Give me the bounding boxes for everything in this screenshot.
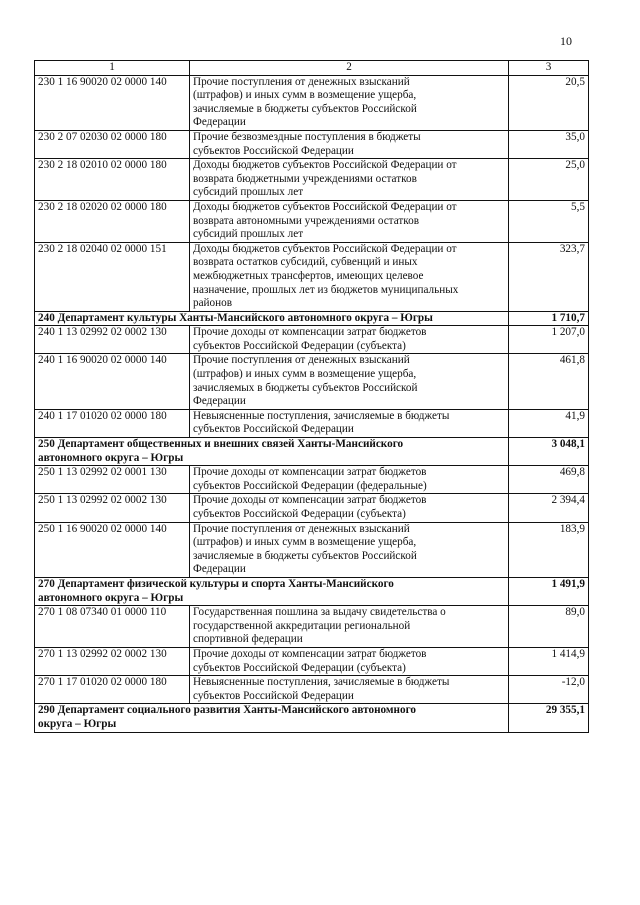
description-line: (штрафов) и иных сумм в возмещение ущерба, — [193, 536, 417, 549]
revenue-description — [190, 354, 509, 409]
description-line: Прочие доходы от компенсации затрат бюджетов — [193, 494, 427, 507]
revenue-description — [190, 326, 509, 354]
description-line: субъектов Российской Федерации (субъекта) — [193, 339, 406, 352]
department-name-line: 250 Департамент общественных и внешних связей Ханты-Мансийского — [38, 438, 404, 451]
amount: 1 414,9 — [509, 647, 589, 675]
amount: 5,5 — [509, 200, 589, 242]
table-row — [35, 494, 589, 522]
table-row — [35, 242, 589, 311]
revenue-description — [190, 242, 509, 311]
table-row — [35, 354, 589, 409]
description-line: Прочие поступления от денежных взысканий — [193, 75, 410, 88]
description-line: возврата автономными учреждениями остатков — [193, 214, 419, 227]
budget-code: 230 1 16 90020 02 0000 140 — [35, 75, 190, 130]
department-name-line: 270 Департамент физической культуры и спорта Ханты-Мансийского — [38, 577, 394, 590]
department-total: 29 355,1 — [509, 704, 589, 732]
department-row — [35, 704, 589, 732]
description-line: субъектов Российской Федерации (субъекта) — [193, 661, 406, 674]
table-header — [35, 61, 589, 76]
description-line: Прочие доходы от компенсации затрат бюджетов — [193, 647, 427, 660]
description-line: возврата остатков субсидий, субвенций и иных — [193, 256, 418, 269]
department-name-line: округа – Югры — [38, 717, 117, 730]
budget-code: 270 1 13 02992 02 0002 130 — [35, 647, 190, 675]
amount: 41,9 — [509, 409, 589, 437]
description-line: Прочие безвозмездные поступления в бюджеты — [193, 130, 421, 143]
description-line: Невыясненные поступления, зачисляемые в бюджеты — [193, 409, 450, 422]
amount: 35,0 — [509, 130, 589, 158]
description-line: (штрафов) и иных сумм в возмещение ущерба, — [193, 368, 417, 381]
description-line: межбюджетных трансфертов, имеющих целевое — [193, 269, 424, 282]
amount: 20,5 — [509, 75, 589, 130]
description-line: (штрафов) и иных сумм в возмещение ущерба, — [193, 89, 417, 102]
budget-code: 230 2 18 02010 02 0000 180 — [35, 159, 190, 201]
table-row — [35, 409, 589, 437]
budget-code: 250 1 13 02992 02 0002 130 — [35, 494, 190, 522]
description-line: субсидий прошлых лет — [193, 228, 304, 241]
revenue-description — [190, 676, 509, 704]
table-row — [35, 75, 589, 130]
description-line: субъектов Российской Федерации — [193, 689, 354, 702]
budget-code: 240 1 17 01020 02 0000 180 — [35, 409, 190, 437]
table-row — [35, 647, 589, 675]
description-line: субсидий прошлых лет — [193, 186, 304, 199]
description-line: Доходы бюджетов субъектов Российской Федерации от — [193, 200, 457, 213]
column-header-2: 2 — [190, 61, 509, 76]
amount: 89,0 — [509, 606, 589, 648]
table-row — [35, 326, 589, 354]
department-name — [35, 438, 509, 466]
revenue-description — [190, 200, 509, 242]
department-name-line: 240 Департамент культуры Ханты-Мансийского автономного округа – Югры — [38, 311, 433, 324]
budget-code: 240 1 16 90020 02 0000 140 — [35, 354, 190, 409]
description-line: зачисляемых в бюджеты субъектов Российской — [193, 381, 418, 394]
revenue-description — [190, 159, 509, 201]
amount: 25,0 — [509, 159, 589, 201]
description-line: возврата бюджетными учреждениями остатков — [193, 172, 417, 185]
revenue-description — [190, 409, 509, 437]
description-line: зачисляемые в бюджеты субъектов Российской — [193, 102, 417, 115]
department-name — [35, 577, 509, 605]
budget-code: 270 1 17 01020 02 0000 180 — [35, 676, 190, 704]
table-body — [35, 75, 589, 732]
description-line: субъектов Российской Федерации — [193, 144, 354, 157]
table-row — [35, 200, 589, 242]
department-name — [35, 311, 509, 326]
description-line: субъектов Российской Федерации (федеральные) — [193, 479, 427, 492]
page-number: 10 — [560, 34, 572, 48]
description-line: Прочие доходы от компенсации затрат бюджетов — [193, 466, 427, 479]
amount: -12,0 — [509, 676, 589, 704]
amount: 2 394,4 — [509, 494, 589, 522]
amount: 1 207,0 — [509, 326, 589, 354]
revenue-description — [190, 647, 509, 675]
department-row — [35, 311, 589, 326]
description-line: назначение, прошлых лет из бюджетов муниципальных — [193, 283, 459, 296]
revenue-table — [34, 60, 589, 733]
description-line: Доходы бюджетов субъектов Российской Федерации от — [193, 159, 457, 172]
description-line: Федерации — [193, 563, 246, 576]
table-row — [35, 130, 589, 158]
revenue-description — [190, 75, 509, 130]
revenue-description — [190, 494, 509, 522]
table-row — [35, 676, 589, 704]
description-line: Прочие доходы от компенсации затрат бюджетов — [193, 326, 427, 339]
budget-code: 250 1 16 90020 02 0000 140 — [35, 522, 190, 577]
amount: 323,7 — [509, 242, 589, 311]
department-row — [35, 438, 589, 466]
description-line: Государственная пошлина за выдачу свидетельства о — [193, 606, 446, 619]
description-line: субъектов Российской Федерации (субъекта) — [193, 508, 406, 520]
department-total: 1 491,9 — [509, 577, 589, 605]
department-name-line: автономного округа – Югры — [38, 451, 184, 464]
budget-code: 230 2 07 02030 02 0000 180 — [35, 130, 190, 158]
budget-code: 230 2 18 02040 02 0000 151 — [35, 242, 190, 311]
description-line: зачисляемые в бюджеты субъектов Российской — [193, 549, 417, 562]
description-line: Прочие поступления от денежных взысканий — [193, 354, 410, 367]
table-row — [35, 606, 589, 648]
revenue-description — [190, 522, 509, 577]
amount: 183,9 — [509, 522, 589, 577]
description-line: Федерации — [193, 395, 246, 408]
table-row — [35, 522, 589, 577]
description-line: спортивной федерации — [193, 633, 303, 646]
description-line: районов — [193, 297, 233, 310]
revenue-description — [190, 130, 509, 158]
description-line: Прочие поступления от денежных взысканий — [193, 522, 410, 535]
budget-code: 270 1 08 07340 01 0000 110 — [35, 606, 190, 648]
revenue-description — [190, 466, 509, 494]
department-name — [35, 704, 509, 732]
amount: 461,8 — [509, 354, 589, 409]
revenue-description — [190, 606, 509, 648]
description-line: Невыясненные поступления, зачисляемые в бюджеты — [193, 676, 450, 689]
budget-code: 230 2 18 02020 02 0000 180 — [35, 200, 190, 242]
table-row — [35, 159, 589, 201]
department-name-line: 290 Департамент социального развития Ханты-Мансийского автономного — [38, 704, 416, 717]
description-line: субъектов Российской Федерации — [193, 423, 354, 436]
column-header-1: 1 — [35, 61, 190, 76]
budget-code: 250 1 13 02992 02 0001 130 — [35, 466, 190, 494]
department-name-line: автономного округа – Югры — [38, 591, 184, 604]
table-row — [35, 466, 589, 494]
budget-code: 240 1 13 02992 02 0002 130 — [35, 326, 190, 354]
description-line: Федерации — [193, 116, 246, 129]
department-row — [35, 577, 589, 605]
description-line: государственной аккредитации региональной — [193, 619, 411, 632]
amount: 469,8 — [509, 466, 589, 494]
description-line: Доходы бюджетов субъектов Российской Федерации от — [193, 242, 457, 255]
column-header-3: 3 — [509, 61, 589, 76]
department-total: 3 048,1 — [509, 438, 589, 466]
department-total: 1 710,7 — [509, 311, 589, 326]
header-row — [35, 61, 589, 76]
